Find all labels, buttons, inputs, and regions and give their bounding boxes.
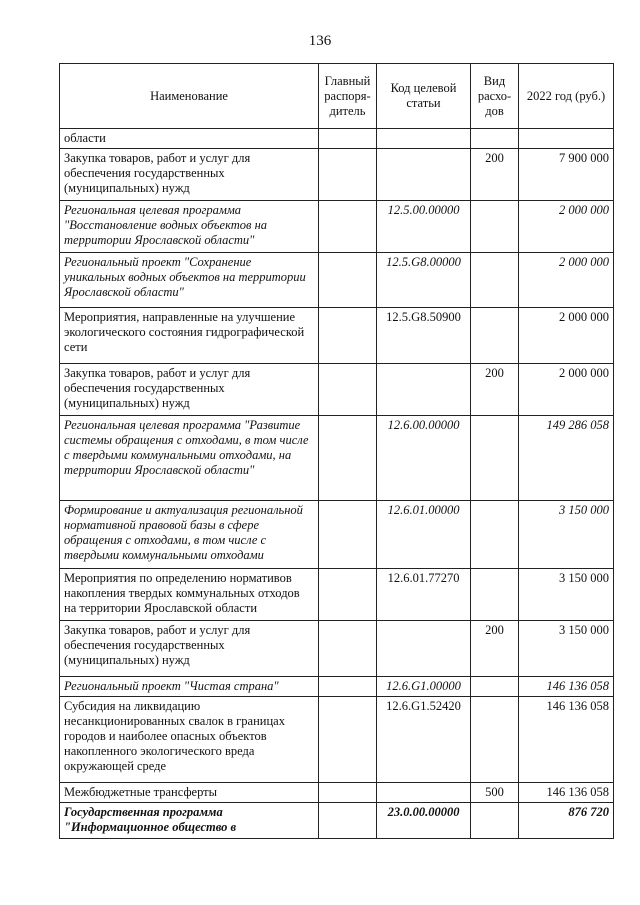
- cell-expense-type: [471, 416, 519, 501]
- cell-target-code: 12.6.G1.52420: [377, 697, 471, 783]
- cell-main-manager: [319, 308, 377, 364]
- cell-main-manager: [319, 253, 377, 308]
- cell-name: Мероприятия, направленные на улучшение экологического состояния гидрографической сети: [60, 308, 319, 364]
- cell-amount: 3 150 000: [519, 501, 614, 569]
- header-amount: 2022 год (руб.): [519, 64, 614, 129]
- cell-main-manager: [319, 501, 377, 569]
- cell-expense-type: [471, 677, 519, 697]
- cell-main-manager: [319, 697, 377, 783]
- table-row: [60, 201, 614, 253]
- cell-target-code: 23.0.00.00000: [377, 803, 471, 839]
- cell-amount: 146 136 058: [519, 783, 614, 803]
- cell-target-code: 12.6.00.00000: [377, 416, 471, 501]
- cell-expense-type: 200: [471, 364, 519, 416]
- cell-amount: 2 000 000: [519, 308, 614, 364]
- table-header-row: [60, 64, 614, 129]
- cell-expense-type: 200: [471, 149, 519, 201]
- cell-name: Региональный проект "Чистая страна": [60, 677, 319, 697]
- cell-expense-type: [471, 501, 519, 569]
- cell-expense-type: 200: [471, 621, 519, 677]
- cell-name: Закупка товаров, работ и услуг для обеспечения государственных (муниципальных) нужд: [60, 621, 319, 677]
- cell-amount: 7 900 000: [519, 149, 614, 201]
- cell-name: Мероприятия по определению нормативов накопления твердых коммунальных отходов на территории Ярославской области: [60, 569, 319, 621]
- header-name: Наименование: [60, 64, 319, 129]
- cell-name: Региональный проект "Сохранение уникальных водных объектов на территории Ярославской области": [60, 253, 319, 308]
- table-row: [60, 803, 614, 839]
- cell-target-code: [377, 783, 471, 803]
- cell-target-code: [377, 129, 471, 149]
- cell-target-code: [377, 621, 471, 677]
- table-row: [60, 416, 614, 501]
- table-row: [60, 677, 614, 697]
- table-row: [60, 364, 614, 416]
- cell-name: Закупка товаров, работ и услуг для обеспечения государственных (муниципальных) нужд: [60, 149, 319, 201]
- cell-main-manager: [319, 677, 377, 697]
- cell-expense-type: 500: [471, 783, 519, 803]
- cell-main-manager: [319, 416, 377, 501]
- cell-amount: 149 286 058: [519, 416, 614, 501]
- cell-target-code: 12.6.01.00000: [377, 501, 471, 569]
- cell-expense-type: [471, 129, 519, 149]
- header-expense-type: Вид расхо-дов: [471, 64, 519, 129]
- header-target-code: Код целевой статьи: [377, 64, 471, 129]
- table-row: [60, 501, 614, 569]
- cell-main-manager: [319, 621, 377, 677]
- cell-target-code: 12.5.G8.50900: [377, 308, 471, 364]
- header-main-manager: Главный распоря-дитель: [319, 64, 377, 129]
- cell-main-manager: [319, 783, 377, 803]
- cell-main-manager: [319, 364, 377, 416]
- cell-expense-type: [471, 697, 519, 783]
- cell-name: Межбюджетные трансферты: [60, 783, 319, 803]
- cell-target-code: 12.6.G1.00000: [377, 677, 471, 697]
- cell-amount: 2 000 000: [519, 201, 614, 253]
- cell-amount: 2 000 000: [519, 253, 614, 308]
- cell-main-manager: [319, 129, 377, 149]
- cell-name: Субсидия на ликвидацию несанкционированных свалок в границах городов и наиболее опасных объектов накопленного экологического вреда окружающей среде: [60, 697, 319, 783]
- cell-target-code: 12.5.00.00000: [377, 201, 471, 253]
- cell-expense-type: [471, 201, 519, 253]
- budget-table: [59, 63, 614, 839]
- cell-name: области: [60, 129, 319, 149]
- cell-name: Закупка товаров, работ и услуг для обеспечения государственных (муниципальных) нужд: [60, 364, 319, 416]
- cell-name: Региональная целевая программа "Развитие системы обращения с отходами, в том числе с твердыми коммунальными отходами, на территории Ярославской области": [60, 416, 319, 501]
- cell-target-code: 12.5.G8.00000: [377, 253, 471, 308]
- cell-amount: [519, 129, 614, 149]
- table-row: [60, 308, 614, 364]
- cell-expense-type: [471, 569, 519, 621]
- table-row: [60, 253, 614, 308]
- cell-name: Государственная программа "Информационное общество в: [60, 803, 319, 839]
- cell-target-code: [377, 149, 471, 201]
- cell-amount: 146 136 058: [519, 677, 614, 697]
- table-row: [60, 783, 614, 803]
- cell-amount: 146 136 058: [519, 697, 614, 783]
- cell-amount: 2 000 000: [519, 364, 614, 416]
- cell-target-code: 12.6.01.77270: [377, 569, 471, 621]
- cell-amount: 3 150 000: [519, 569, 614, 621]
- cell-amount: 876 720: [519, 803, 614, 839]
- cell-expense-type: [471, 253, 519, 308]
- cell-expense-type: [471, 803, 519, 839]
- page-number: 136: [308, 33, 332, 49]
- cell-name: Формирование и актуализация региональной нормативной правовой базы в сфере обращения с отходами, в том числе с твердыми коммунальными отходами: [60, 501, 319, 569]
- table-row: [60, 149, 614, 201]
- cell-name: Региональная целевая программа "Восстановление водных объектов на территории Ярославской области": [60, 201, 319, 253]
- table-row: [60, 697, 614, 783]
- cell-main-manager: [319, 149, 377, 201]
- cell-main-manager: [319, 201, 377, 253]
- cell-main-manager: [319, 803, 377, 839]
- cell-main-manager: [319, 569, 377, 621]
- table-row: [60, 129, 614, 149]
- table-row: [60, 569, 614, 621]
- table-row: [60, 621, 614, 677]
- table-body: [60, 129, 614, 839]
- cell-expense-type: [471, 308, 519, 364]
- cell-amount: 3 150 000: [519, 621, 614, 677]
- cell-target-code: [377, 364, 471, 416]
